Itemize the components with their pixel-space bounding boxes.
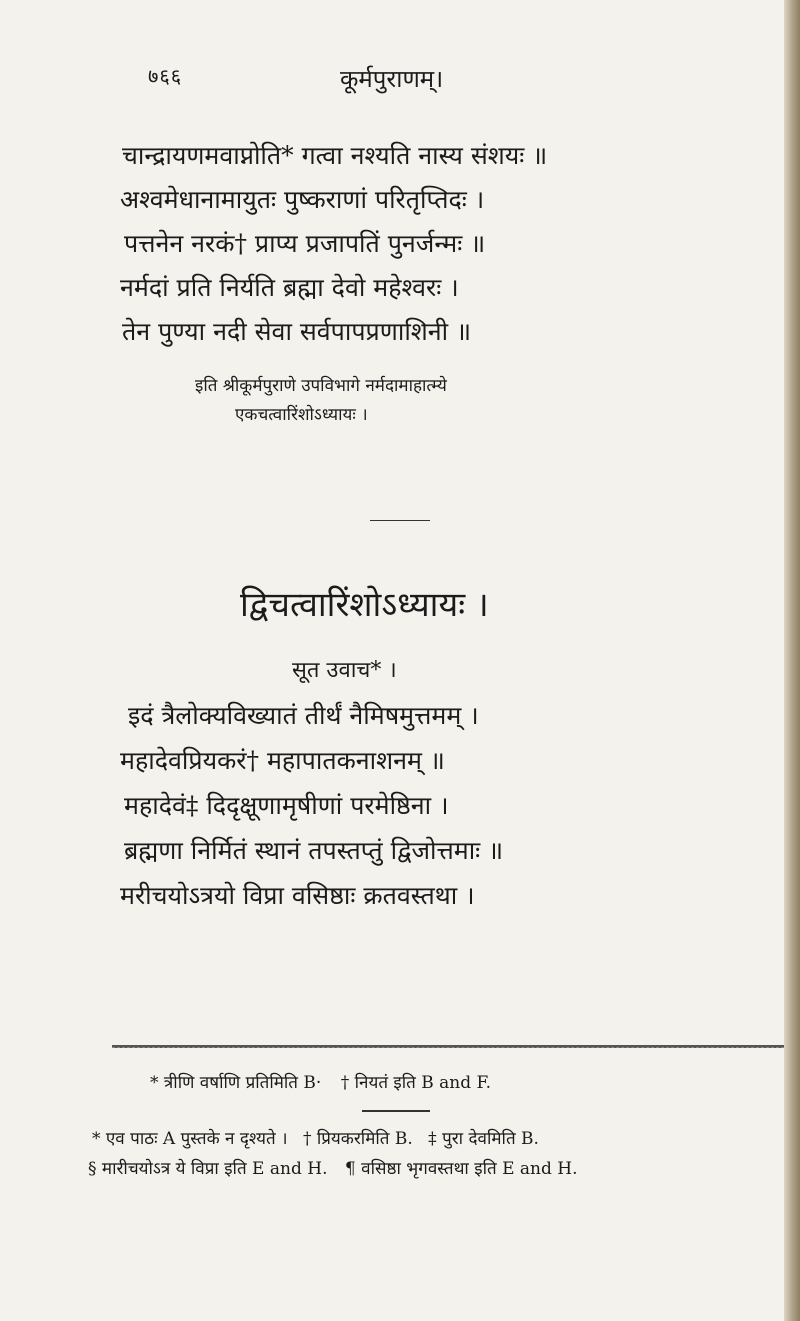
footnote-mark: * xyxy=(150,1073,159,1093)
footnote-rule xyxy=(362,1110,430,1112)
verse-line: पत्तनेन नरकं† प्राप्य प्रजापतिं पुनर्जन्मः ॥ xyxy=(124,229,486,258)
verse-line: महादेवप्रियकरं† महापातकनाशनम् ॥ xyxy=(120,746,445,775)
verse-line: नर्मदां प्रति निर्यति ब्रह्मा देवो महेश्वरः । xyxy=(120,273,459,302)
footnote-mark: † xyxy=(302,1129,312,1149)
footnote-top xyxy=(150,1072,491,1094)
verse-line: मरीचयोऽत्रयो विप्रा वसिष्ठाः क्रतवस्तथा । xyxy=(120,881,475,910)
verse-line: चान्द्रायणमवाप्नोति* गत्वा नश्यति नास्य संशयः ॥ xyxy=(122,141,548,170)
verse-line: अश्वमेधानामायुतः पुष्कराणां परितृप्तिदः । xyxy=(120,185,485,214)
footnote-mark: * xyxy=(92,1129,101,1149)
footnote-text: त्रीणि वर्षाणि प्रतिमिति xyxy=(163,1073,298,1093)
page-edge xyxy=(784,0,800,1321)
verse-line: तेन पुण्या नदी सेवा सर्वपापप्रणाशिनी ॥ xyxy=(122,317,472,346)
footnote-source: B and F. xyxy=(421,1073,492,1093)
footnote-text: पुरा देवमिति B. xyxy=(442,1129,539,1149)
footnote-mark: ‡ xyxy=(428,1129,437,1149)
running-title: कूर्मपुराणम्। xyxy=(340,65,444,93)
footnote-line xyxy=(92,1128,539,1150)
footnote-text: मारीचयोऽत्र ये विप्रा इति E and H. xyxy=(101,1159,328,1179)
section-rule xyxy=(370,520,430,521)
footnote-text: वसिष्ठा भृगवस्तथा इति E and H. xyxy=(361,1159,578,1179)
footnote-divider xyxy=(112,1045,784,1048)
footnote-line xyxy=(88,1158,578,1180)
speaker-line: सूत उवाच* । xyxy=(292,658,397,683)
verse-line: ब्रह्मणा निर्मितं स्थानं तपस्तप्तुं द्विजोत्तमाः ॥ xyxy=(124,836,504,865)
chapter-title: द्विचत्वारिंशोऽध्यायः । xyxy=(240,585,489,625)
footnote-text: प्रियकरमिति B. xyxy=(316,1129,413,1149)
footnote-mark: § xyxy=(88,1159,97,1179)
footnote-source: B· xyxy=(303,1073,322,1093)
footnote-mark: ¶ xyxy=(344,1159,356,1179)
page-header xyxy=(0,62,784,92)
footnote-text: एव पाठः A पुस्तके न दृश्यते । xyxy=(105,1129,288,1149)
verse-line: इदं त्रैलोक्यविख्यातं तीर्थं नैमिषमुत्तमम् । xyxy=(128,701,479,730)
colophon-line: इति श्रीकूर्मपुराणे उपविभागे नर्मदामाहात्म्ये xyxy=(195,376,447,396)
verse-line: महादेवं‡ दिदृक्षूणामृषीणां परमेष्ठिना । xyxy=(124,791,449,820)
footnote-text: नियतं इति xyxy=(354,1073,416,1093)
footnote-mark: † xyxy=(340,1073,350,1093)
colophon-line: एकचत्वारिंशोऽध्यायः । xyxy=(235,405,368,425)
page-number: ७६६ xyxy=(148,64,183,88)
